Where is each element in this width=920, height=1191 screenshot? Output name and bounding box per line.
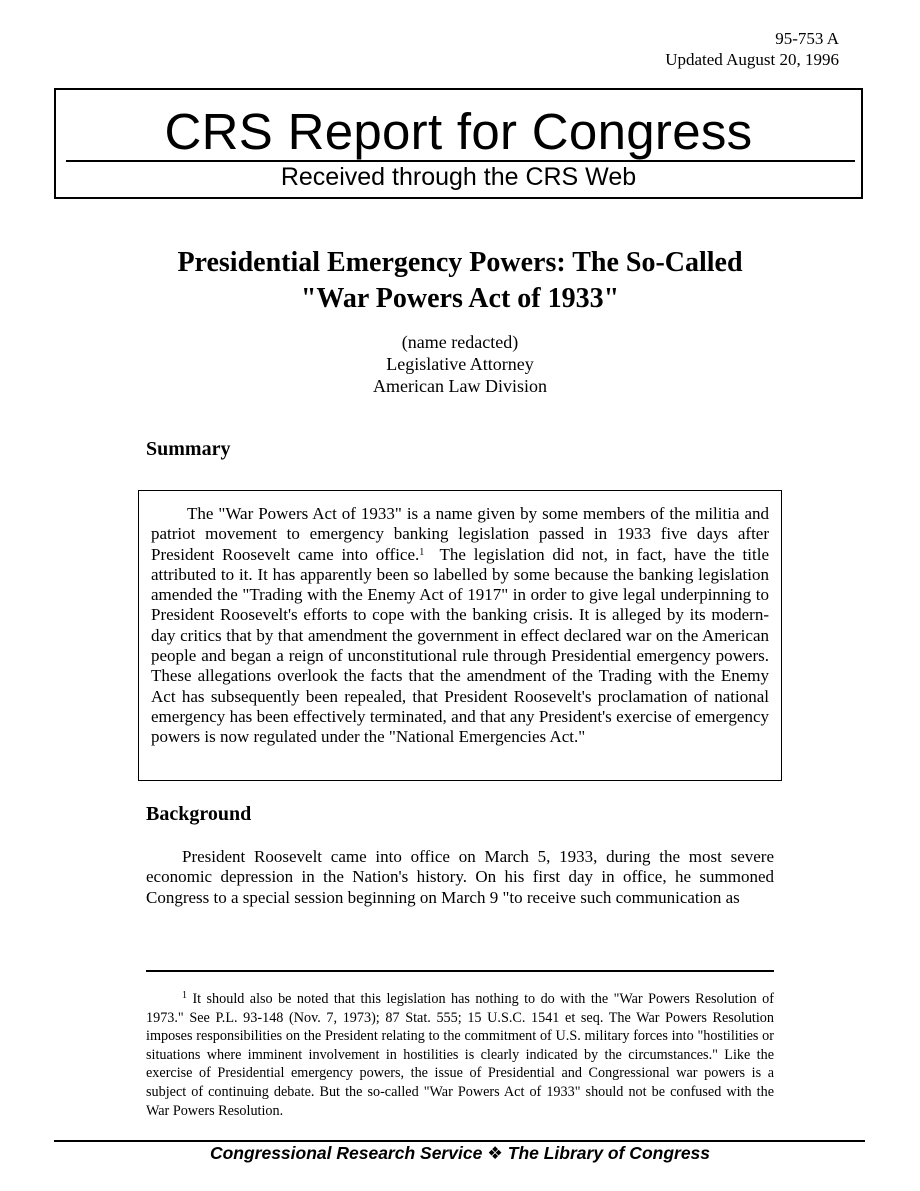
report-number: 95-753 A	[775, 29, 839, 48]
author-title: Legislative Attorney	[386, 354, 534, 374]
summary-text-part-1: The "War Powers Act of 1933" is a name given by some members of the militia and patriot movement to emergency banking legislation passed in 1933 five days after President Roosevelt came into office.	[151, 504, 769, 564]
page-footer	[0, 1143, 920, 1164]
document-title-line-2: "War Powers Act of 1933"	[300, 283, 620, 314]
author-block	[260, 331, 660, 397]
masthead-title: CRS Report for Congress	[164, 103, 753, 160]
background-paragraph: President Roosevelt came into office on March 5, 1933, during the most severe economic depression in the Nation's history. On his first day in office, he summoned Congress to a special session beginning on March 9 "to receive such communication as	[146, 847, 774, 907]
summary-paragraph	[151, 504, 769, 748]
footnote-reference[interactable]: 1	[419, 546, 425, 558]
diamond-icon: ❖	[487, 1143, 503, 1163]
footnote-divider	[146, 970, 774, 972]
author-name: (name redacted)	[401, 332, 519, 352]
footer-organization: Congressional Research Service	[209, 1143, 483, 1163]
footer-divider	[54, 1140, 865, 1142]
summary-text-part-2: The legislation did not, in fact, have the title attributed to it. It has apparently been so labelled by some because the banking legislation amended the "Trading with the Enemy Act of 1917" in order to give legal underpinning to President Roosevelt's efforts to cope with the banking crisis. It is alleged by its modern-day critics that by that amendment the government in effect declared war on the American people and began a reign of unconstitutional rule through Presidential emergency powers. These allegations overlook the facts that the amendment of the Trading with the Enemy Act has subsequently been repealed, that President Roosevelt's proclamation of national emergency has been effectively terminated, and that any President's exercise of emergency powers is now regulated under the "National Emergencies Act."	[151, 544, 769, 747]
document-title	[100, 245, 820, 317]
masthead-subtitle: Received through the CRS Web	[280, 163, 637, 191]
footnote	[146, 990, 774, 1120]
document-title-line-1: Presidential Emergency Powers: The So-Called	[177, 247, 743, 278]
masthead-box	[54, 88, 863, 199]
summary-box	[138, 490, 782, 781]
footer-library: The Library of Congress	[507, 1143, 711, 1163]
report-identifier	[665, 28, 839, 70]
summary-heading: Summary	[146, 438, 231, 460]
background-heading: Background	[146, 803, 252, 825]
author-division: American Law Division	[373, 376, 547, 396]
report-updated-date: Updated August 20, 1996	[665, 50, 839, 69]
footnote-text: It should also be noted that this legislation has nothing to do with the "War Powers Resolution of 1973." See P.L. 93-148 (Nov. 7, 1973); 87 Stat. 555; 15 U.S.C. 1541 et seq. The War Powers Resolution imposes responsibilities on the President relating to the commitment of U.S. military forces into "hostilities or situations where imminent involvement in hostilities is clearly indicated by the circumstances." Like the exercise of Presidential emergency powers, the issue of Presidential and Congressional war powers is a subject of continuing debate. But the so-called "War Powers Act of 1933" should not be confused with the War Powers Resolution.	[146, 991, 774, 1119]
footnote-marker: 1	[182, 990, 187, 1001]
